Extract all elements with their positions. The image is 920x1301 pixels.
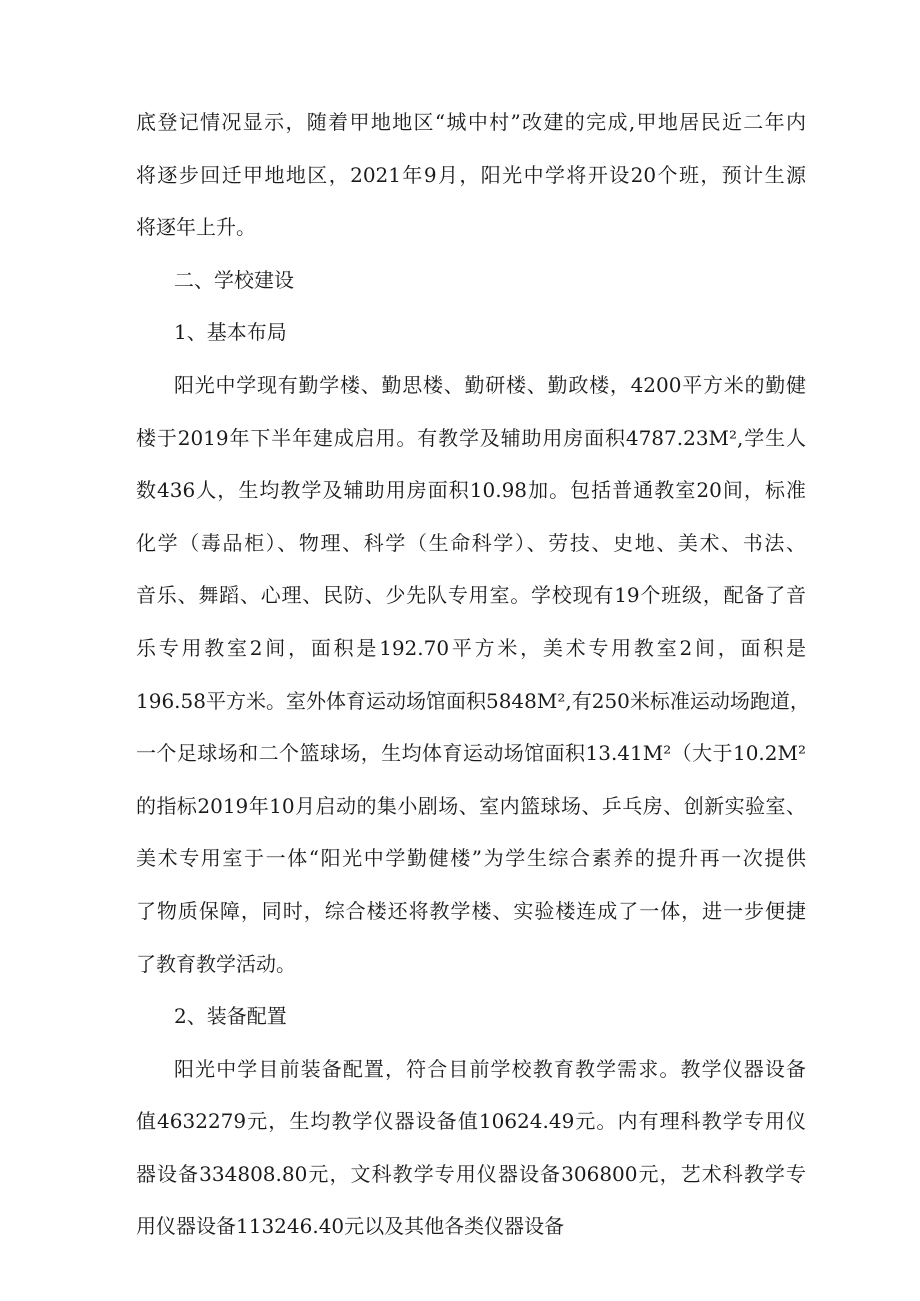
paragraph-line: 阳光中学现有勤学楼、勤思楼、勤研楼、勤政楼，4200平方米的勤健 bbox=[174, 372, 806, 397]
paragraph-line: 一个足球场和二个篮球场，生均体育运动场馆面积13.41M²（大于10.2M² bbox=[136, 741, 806, 766]
subsection-heading: 2、装备配置 bbox=[174, 1004, 287, 1029]
paragraph-line: 用仪器设备113246.40元以及其他各类仪器设备 bbox=[136, 1214, 565, 1239]
paragraph-line: 器设备334808.80元，文科教学专用仪器设备306800元，艺术科教学专 bbox=[136, 1161, 806, 1186]
paragraph-line: 音乐、舞蹈、心理、民防、少先队专用室。学校现有19个班级，配备了音 bbox=[136, 583, 806, 608]
paragraph-line: 阳光中学目前装备配置，符合目前学校教育教学需求。教学仪器设备 bbox=[174, 1056, 806, 1081]
paragraph-line: 美术专用室于一体“阳光中学勤健楼”为学生综合素养的提升再一次提供 bbox=[136, 846, 806, 871]
paragraph-line: 乐专用教室2间，面积是192.70平方米，美术专用教室2间，面积是 bbox=[136, 635, 806, 660]
paragraph-line: 值4632279元，生均教学仪器设备值10624.49元。内有理科教学专用仪 bbox=[136, 1109, 806, 1134]
paragraph-line: 底登记情况显示，随着甲地地区“城中村”改建的完成,甲地居民近二年内 bbox=[136, 110, 806, 134]
paragraph-line: 了物质保障，同时，综合楼还将教学楼、实验楼连成了一体，进一步便捷 bbox=[136, 898, 806, 923]
paragraph-line: 196.58平方米。室外体育运动场馆面积5848M²,有250米标准运动场跑道， bbox=[136, 688, 810, 713]
paragraph-line: 数436人，生均教学及辅助用房面积10.98加。包括普通教室20间，标准 bbox=[136, 478, 806, 503]
paragraph-line: 将逐步回迁甲地地区，2021年9月，阳光中学将开设20个班，预计生源 bbox=[136, 162, 806, 187]
paragraph-line: 化学（毒品柜）、物理、科学（生命科学）、劳技、史地、美术、书法、 bbox=[136, 530, 806, 555]
subsection-heading: 1、基本布局 bbox=[174, 320, 287, 345]
paragraph-line: 楼于2019年下半年建成启用。有教学及辅助用房面积4787.23M²,学生人 bbox=[136, 425, 806, 450]
document-body bbox=[136, 110, 810, 1269]
paragraph-line: 的指标2019年10月启动的集小剧场、室内篮球场、乒乓房、创新实验室、 bbox=[136, 793, 806, 818]
section-heading: 二、学校建设 bbox=[174, 267, 294, 292]
paragraph-line: 将逐年上升。 bbox=[136, 215, 256, 240]
paragraph-line: 了教育教学活动。 bbox=[136, 951, 296, 976]
